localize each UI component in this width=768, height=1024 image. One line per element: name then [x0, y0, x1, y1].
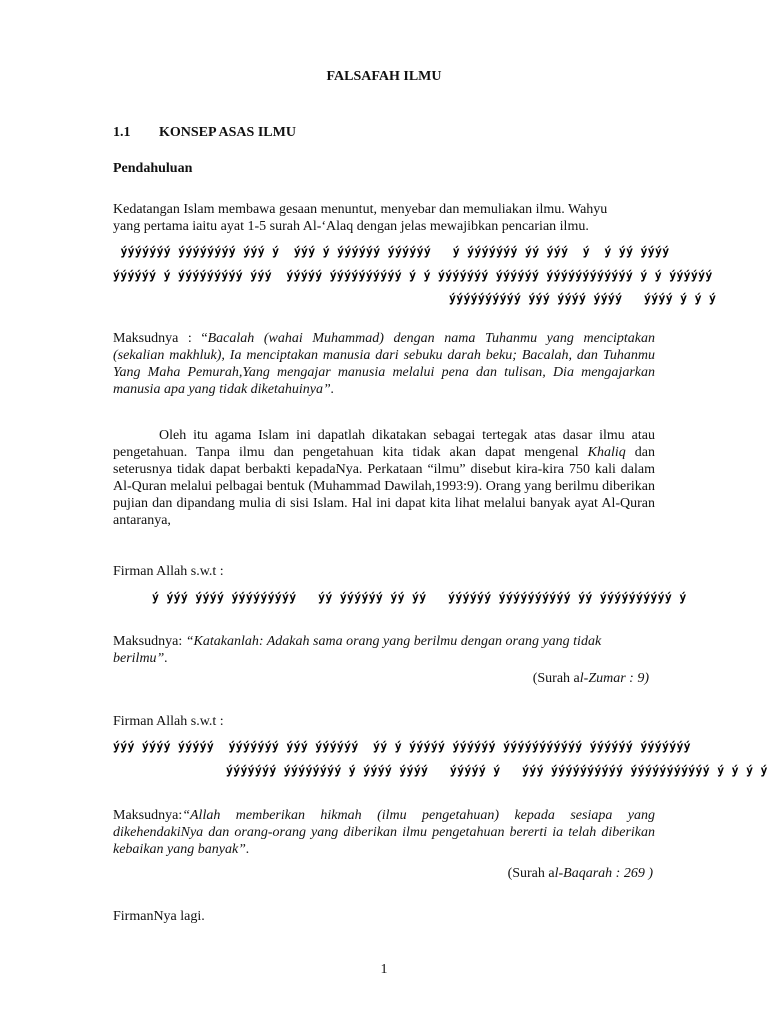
- reference-2-italic: l-Zumar : 9): [579, 671, 649, 686]
- firman-label-1: Firman Allah s.w.t :: [113, 564, 224, 579]
- reference-2: [113, 670, 649, 687]
- intro-paragraph: [113, 201, 673, 235]
- paragraph-2-before: Oleh itu agama Islam ini dapatlah dikatakan sebagai tertegak atas dasar ilmu atau pengetahuan. Tanpa ilmu dan pengetahuan kita tidak akan dapat mengenal: [113, 428, 655, 460]
- arabic-verse-1-line-1: ýýýýýýý ýýýýýýýý ýýý ý ýýý ý ýýýýýý ýýýýýý ý ýýýýýýý ýý ýýý ý ý ýý ýýýý: [106, 244, 670, 258]
- arabic-verse-3-line-1: ýýý ýýýý ýýýýý ýýýýýýý ýýý ýýýýýý ýý ý ýýýýý ýýýýýý ýýýýýýýýýýý ýýýýýý ýýýýýýý: [113, 739, 691, 753]
- firman-label-3: FirmanNya lagi.: [113, 909, 205, 924]
- translation-3-text: “Allah memberikan hikmah (ilmu pengetahuan) kepada sesiapa yang dikehendakiNya dan orang-orang yang diberikan ilmu pengetahuan bererti ia telah diberikan kebaikan yang banyak”.: [113, 808, 655, 857]
- translation-1: [113, 330, 655, 398]
- arabic-verse-1-line-3: ýýýýýýýýýý ýýý ýýýý ýýýý ýýýý ý ý ý: [449, 291, 717, 305]
- section-number: 1.1: [113, 125, 131, 140]
- arabic-verse-3-line-2: ýýýýýýý ýýýýýýýý ý ýýýý ýýýý ýýýýý ý ýýý ýýýýýýýýýý ýýýýýýýýýýý ý ý ý ý: [226, 763, 768, 777]
- paragraph-2-khaliq: Khaliq: [587, 445, 626, 460]
- intro-line-1: Kedatangan Islam membawa gesaan menuntut, menyebar dan memuliakan ilmu. Wahyu: [113, 202, 608, 217]
- section-title: KONSEP ASAS ILMU: [159, 125, 296, 140]
- reference-2-prefix: (Surah a: [532, 671, 580, 686]
- arabic-verse-1-line-2: ýýýýýý ý ýýýýýýýýý ýýý ýýýýý ýýýýýýýýýý ý ý ýýýýýýý ýýýýýý ýýýýýýýýýýýý ý ý ýýýýýý: [113, 268, 713, 282]
- reference-3-italic: l-Baqarah : 269 ): [554, 866, 653, 881]
- translation-2-text: “Katakanlah: Adakah sama orang yang berilmu dengan orang yang tidak berilmu”.: [113, 634, 602, 666]
- intro-line-2: yang pertama iaitu ayat 1-5 surah Al-‘Alaq dengan jelas mewajibkan pencarian ilmu.: [113, 219, 589, 234]
- document-title: FALSAFAH ILMU: [326, 69, 442, 84]
- arabic-verse-2: ý ýýý ýýýý ýýýýýýýýý ýý ýýýýýý ýý ýý ýýýýýý ýýýýýýýýýý ýý ýýýýýýýýýý ý: [152, 590, 687, 604]
- subheading: Pendahuluan: [113, 161, 193, 176]
- firman-label-2: Firman Allah s.w.t :: [113, 714, 224, 729]
- translation-3: [113, 807, 655, 858]
- translation-1-label: Maksudnya : “: [113, 331, 208, 346]
- translation-2-label: Maksudnya:: [113, 634, 186, 649]
- reference-3-prefix: (Surah a: [507, 866, 555, 881]
- page-number: 1: [380, 962, 388, 977]
- paragraph-2-after: dan seterusnya tidak dapat berbakti kepadaNya. Perkataan “ilmu” disebut kira-kira 750 kali dalam Al-Quran melalui pelbagai bentuk (Muhammad Dawilah,1993:9). Orang yang berilmu diberikan pujian dan dipandang mulia di sisi Islam. Hal ini dapat kita lihat melalui banyak ayat Al-Quran antaranya,: [113, 445, 655, 528]
- translation-2: [113, 633, 643, 667]
- reference-3: [113, 865, 653, 882]
- translation-3-label: Maksudnya:: [113, 808, 183, 823]
- translation-1-text: Bacalah (wahai Muhammad) dengan nama Tuhanmu yang menciptakan (sekalian makhluk), Ia menciptakan manusia dari sebuku darah beku; Bacalah, dan Tuhanmu Yang Maha Pemurah,Yang mengajar manusia melalui pena dan tulisan, Dia mengajarkan manusia apa yang tidak diketahuinya”.: [113, 331, 655, 397]
- paragraph-2: [113, 427, 655, 529]
